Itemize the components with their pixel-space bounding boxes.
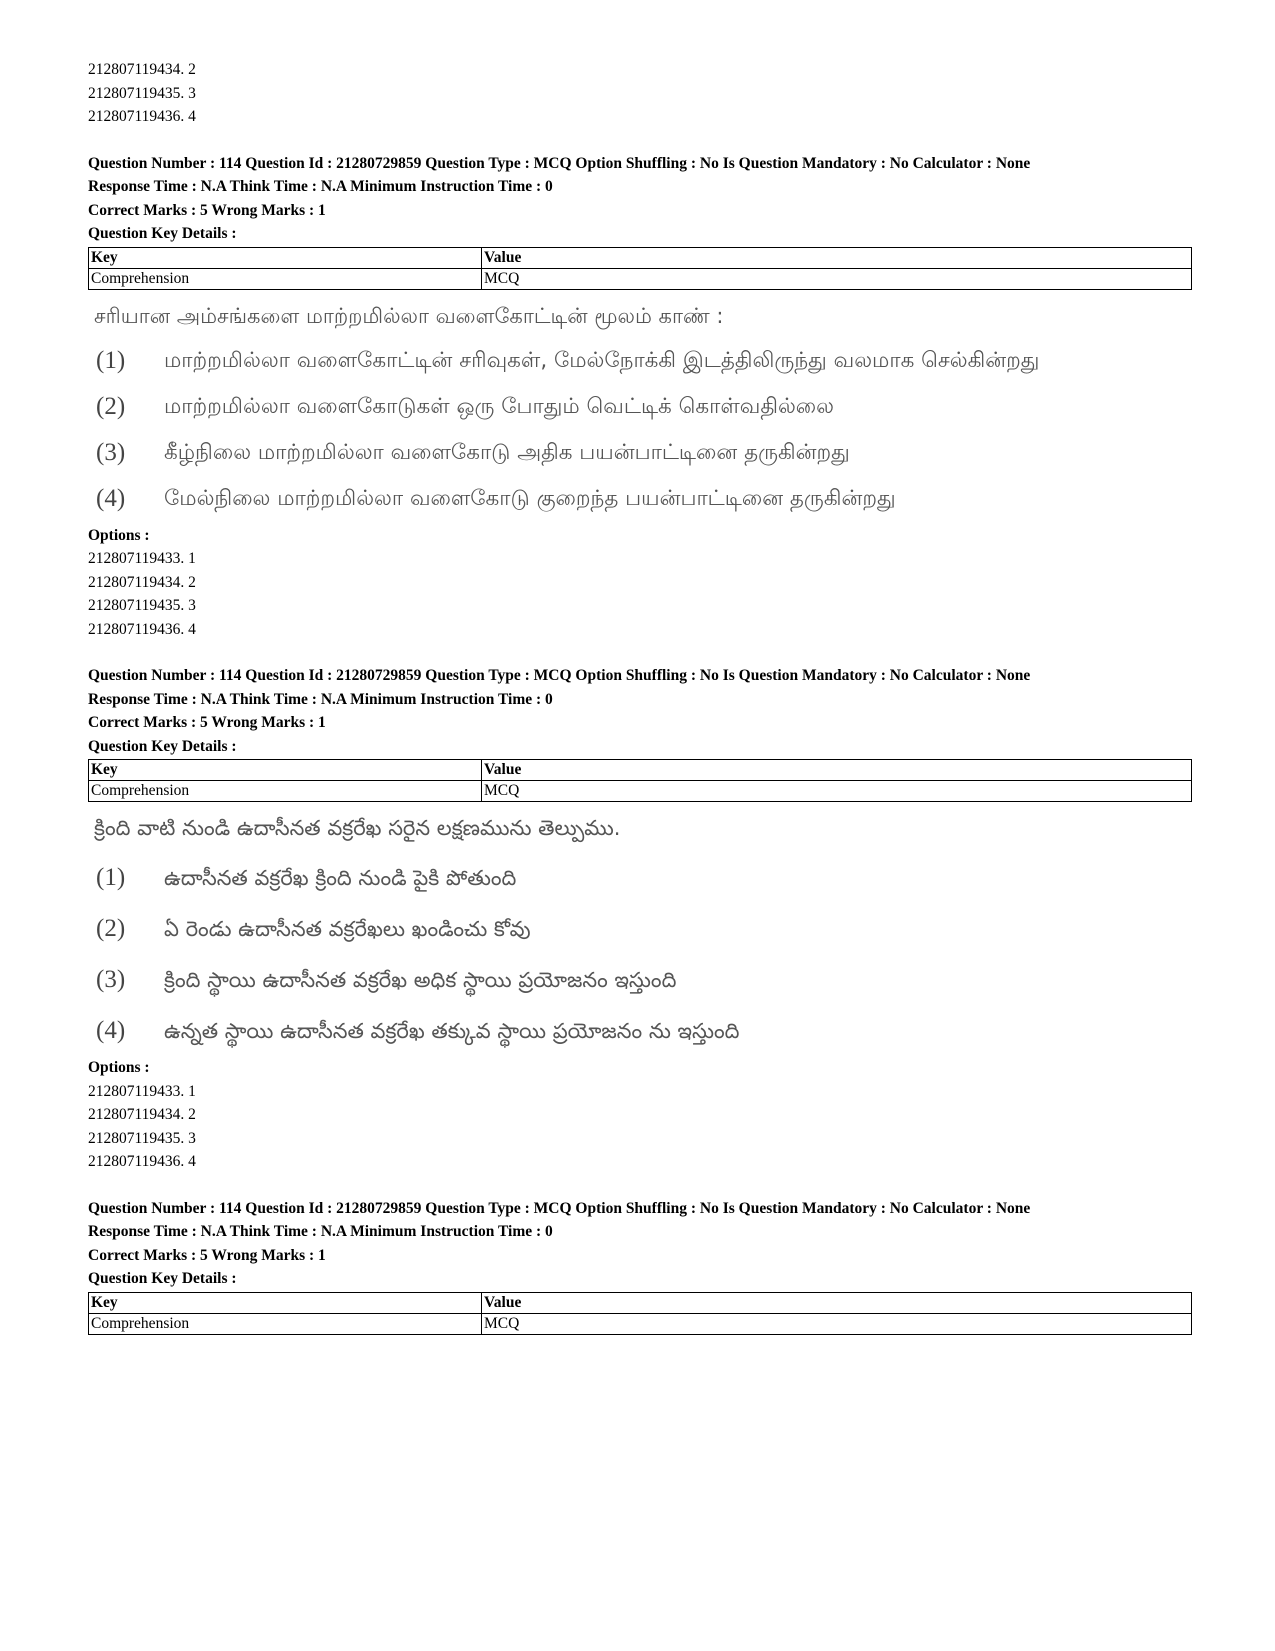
- key-details-label: Question Key Details :: [88, 1270, 237, 1287]
- choice-text: மாற்றமில்லா வளைகோடுகள் ஒரு போதும் வெட்டிக் கொள்வதில்லை: [164, 393, 834, 419]
- choice-text: மேல்நிலை மாற்றமில்லா வளைகோடு குறைந்த பயன்பாட்டினை தருகின்றது: [164, 485, 896, 511]
- question-choice: [88, 388, 1192, 426]
- table-row: [89, 781, 1192, 802]
- question-choice: [88, 480, 1192, 518]
- table-header-value: Value: [482, 760, 1192, 781]
- question-header: Question Number : 114 Question Id : 21280729859 Question Type : MCQ Option Shuffling : No Is Question Mandatory : No Calculator : None: [88, 1199, 1031, 1217]
- option-item: 212807119435. 3: [88, 1129, 196, 1147]
- option-item: 212807119434. 2: [88, 61, 196, 78]
- table-cell-value: MCQ: [482, 268, 1192, 289]
- table-cell-key: Comprehension: [89, 781, 482, 802]
- choice-number: (3): [96, 438, 126, 466]
- question-choice: [88, 342, 1192, 380]
- table-row: [89, 1292, 1192, 1313]
- choice-number: (1): [96, 346, 126, 374]
- table-row: [89, 268, 1192, 289]
- option-item: 212807119433. 1: [88, 1082, 196, 1100]
- choice-number: (4): [96, 1017, 126, 1044]
- key-details-table: [88, 1292, 1192, 1335]
- table-cell-key: Comprehension: [89, 1313, 482, 1334]
- table-cell-key: Comprehension: [89, 268, 482, 289]
- question-choice: [88, 859, 1192, 897]
- question-choice: [88, 1012, 1192, 1050]
- question-marks: Correct Marks : 5 Wrong Marks : 1: [88, 201, 326, 219]
- previous-options-list: [88, 58, 1192, 129]
- key-details-table: [88, 247, 1192, 290]
- option-item: 212807119436. 4: [88, 108, 196, 125]
- question-block: [88, 1197, 1192, 1335]
- choice-number: (1): [96, 864, 126, 891]
- options-label: Options :: [88, 526, 150, 544]
- table-header-key: Key: [89, 247, 482, 268]
- choice-text: క్రింది స్థాయి ఉదాసీనత వక్రరేఖ అధిక స్థాయి ప్రయోజనం ఇస్తుంది: [164, 968, 677, 992]
- question-stem: క్రింది వాటి నుండి ఉదాసీనత వక్రరేఖ సరైన లక్షణమును తెల్పుము.: [94, 816, 621, 840]
- option-item: 212807119436. 4: [88, 620, 196, 638]
- key-details-table: [88, 759, 1192, 802]
- table-header-value: Value: [482, 1292, 1192, 1313]
- question-choice: [88, 910, 1192, 948]
- key-details-label: Question Key Details :: [88, 225, 237, 242]
- table-row: [89, 760, 1192, 781]
- question-timing: Response Time : N.A Think Time : N.A Minimum Instruction Time : 0: [88, 690, 553, 708]
- option-item: 212807119434. 2: [88, 573, 196, 591]
- options-section: [88, 1056, 1192, 1174]
- table-row: [89, 247, 1192, 268]
- question-block: [88, 664, 1192, 1174]
- question-figure: [88, 810, 1192, 1050]
- question-marks: Correct Marks : 5 Wrong Marks : 1: [88, 714, 326, 731]
- choice-text: ఉన్నత స్థాయి ఉదాసీనత వక్రరేఖ తక్కువ స్థాయి ప్రయోజనం ను ఇస్తుంది: [164, 1019, 740, 1043]
- question-stem: சரியான அம்சங்களை மாற்றமில்லா வளைகோட்டின் மூலம் காண் :: [94, 303, 724, 328]
- question-timing: Response Time : N.A Think Time : N.A Minimum Instruction Time : 0: [88, 178, 553, 195]
- option-item: 212807119435. 3: [88, 597, 196, 614]
- key-details-label: Question Key Details :: [88, 737, 237, 755]
- option-item: 212807119436. 4: [88, 1153, 196, 1170]
- choice-number: (3): [96, 966, 126, 993]
- question-figure: [88, 298, 1192, 518]
- question-block: [88, 152, 1192, 642]
- table-cell-value: MCQ: [482, 1313, 1192, 1334]
- options-label: Options :: [88, 1059, 150, 1076]
- table-header-value: Value: [482, 247, 1192, 268]
- table-header-key: Key: [89, 760, 482, 781]
- options-section: [88, 524, 1192, 642]
- choice-text: கீழ்நிலை மாற்றமில்லா வளைகோடு அதிக பயன்பாட்டினை தருகின்றது: [164, 439, 850, 465]
- option-item: 212807119434. 2: [88, 1106, 196, 1123]
- question-marks: Correct Marks : 5 Wrong Marks : 1: [88, 1246, 326, 1264]
- question-header: Question Number : 114 Question Id : 21280729859 Question Type : MCQ Option Shuffling : No Is Question Mandatory : No Calculator : None: [88, 154, 1031, 172]
- choice-text: ఉదాసీనత వక్రరేఖ క్రింది నుండి పైకి పోతుంది: [164, 866, 517, 890]
- table-cell-value: MCQ: [482, 781, 1192, 802]
- table-header-key: Key: [89, 1292, 482, 1313]
- question-timing: Response Time : N.A Think Time : N.A Minimum Instruction Time : 0: [88, 1223, 553, 1240]
- choice-number: (4): [96, 484, 126, 512]
- option-item: 212807119433. 1: [88, 550, 196, 567]
- question-header: Question Number : 114 Question Id : 21280729859 Question Type : MCQ Option Shuffling : No Is Question Mandatory : No Calculator : None: [88, 667, 1031, 684]
- choice-text: மாற்றமில்லா வளைகோட்டின் சரிவுகள், மேல்நோக்கி இடத்திலிருந்து வலமாக செல்கின்றது: [164, 347, 1040, 373]
- option-item: 212807119435. 3: [88, 84, 196, 102]
- document-page: [88, 58, 1192, 1335]
- choice-number: (2): [96, 915, 126, 942]
- question-choice: [88, 961, 1192, 999]
- choice-text: ఏ రెండు ఉదాసీనత వక్రరేఖలు ఖండించు కోవు: [164, 917, 531, 941]
- question-choice: [88, 434, 1192, 472]
- table-row: [89, 1313, 1192, 1334]
- choice-number: (2): [96, 392, 126, 420]
